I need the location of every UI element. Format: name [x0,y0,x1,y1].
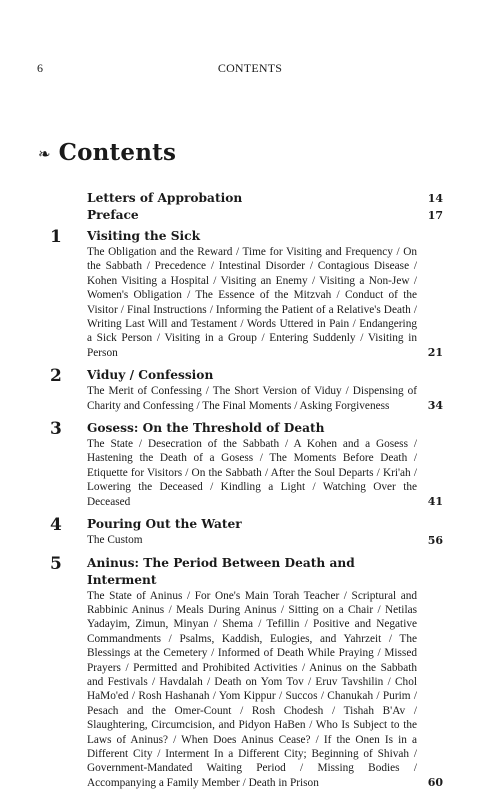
contents-title: Contents [58,139,177,166]
entry-topics: The State / Desecration of the Sabbath / A Kohen and a Gosess / Hastening the Death of a Gosess / The Moments Before Death / Etiquette for Visitors / On the Sabbath / After the Soul Departs / Kri'ah / Lowering the Deceased / Kindling a Light / Watching Over the Deceased [87,438,417,508]
entry-title[interactable]: Pouring Out the Water [87,517,242,532]
entry-page-number: 17 [427,209,443,222]
entry-topics: The Obligation and the Reward / Time for Visiting and Frequency / On the Sabbath / Precedence / Intestinal Disorder / Contagious Disease / Kohen Visiting a Hospital / Visiting an Enemy / Visiting a Non-Jew / Women's Obligation / The Essence of the Mitzvah / Conduct of the Visitor / Final Instructions / Informing the Patient of a Relative's Death / Writing Last Will and Testament / Words Uttered in Pain / Endangering a Sick Person / Visiting in a Group / Entering Suddenly / Visiting in Person [87,246,417,359]
chapter-number: 4 [50,515,62,536]
page-number: 6 [37,61,43,75]
entry-title[interactable]: Gosess: On the Threshold of Death [87,421,325,436]
entry-title[interactable]: Letters of Approbation [87,191,243,205]
running-title: CONTENTS [217,61,283,75]
entry-title[interactable]: Visiting the Sick [87,229,201,243]
toc-entry[interactable] [0,190,500,207]
toc-entry[interactable] [0,228,500,360]
chapter-number: 1 [50,227,62,247]
entry-page-number: 14 [427,192,443,205]
entry-topics: The Merit of Confessing / The Short Version of Viduy / Dispensing of Charity and Confessing / The Final Moments / Asking Forgiveness [87,385,417,412]
toc-entry[interactable] [0,420,500,509]
toc-entry[interactable] [0,207,500,224]
toc-entry[interactable] [0,555,500,791]
toc-entry[interactable] [0,367,500,413]
entry-topics: The State of Aninus / For One's Main Torah Teacher / Scriptural and Rabbinic Aninus / Meals During Aninus / Sitting on a Chair / Netilas Yadayim, Zimun, Minyan / Shema / Tefillin / Positive and Negative Commandments / Psalms, Kaddish, Eulogies, and Yahrzeit / The Blessings at the Cemetery / Informed of Death While Praying / Missed Prayers / Permitted and Prohibited Activities / Aninus on the Sabbath and Festivals / Havdalah / Death on Yom Tov / Eruv Tavshilin / Chol HaMo'ed / Rosh Hashanah / Yom Kippur / Succos / Chanukah / Purim / Pesach and the Omer-Count / Rosh Chodesh / Tishah B'Av / Slaughtering, Circumcision, and Pidyon HaBen / Who Is Subject to the Laws of Aninus? / When Does Aninus Cease? / If the Onen Is in a Different City / Interment In a Different City; Beginning of Shivah / Government-Mandated Waiting Period / Missing Bodies / Accompanying a Family Member / Death in Prison [87,589,417,789]
entry-title[interactable]: Preface [87,208,139,222]
entry-page-number: 21 [427,346,443,360]
chapter-number: 2 [50,366,62,387]
entry-title[interactable]: Aninus: The Period Between Death and Interment [87,555,355,587]
entry-title[interactable]: Viduy / Confession [87,368,214,383]
entry-page-number: 56 [427,533,443,547]
toc-entry[interactable] [0,516,500,547]
entry-topics: The Custom [87,534,143,547]
chapter-number: 3 [50,419,62,440]
table-of-contents [0,190,500,797]
contents-heading [38,139,176,166]
entry-page-number: 60 [427,776,443,790]
fleuron-icon: ❧ [38,145,51,163]
entry-page-number: 34 [427,399,443,413]
chapter-number: 5 [50,553,62,574]
entry-page-number: 41 [427,495,443,509]
